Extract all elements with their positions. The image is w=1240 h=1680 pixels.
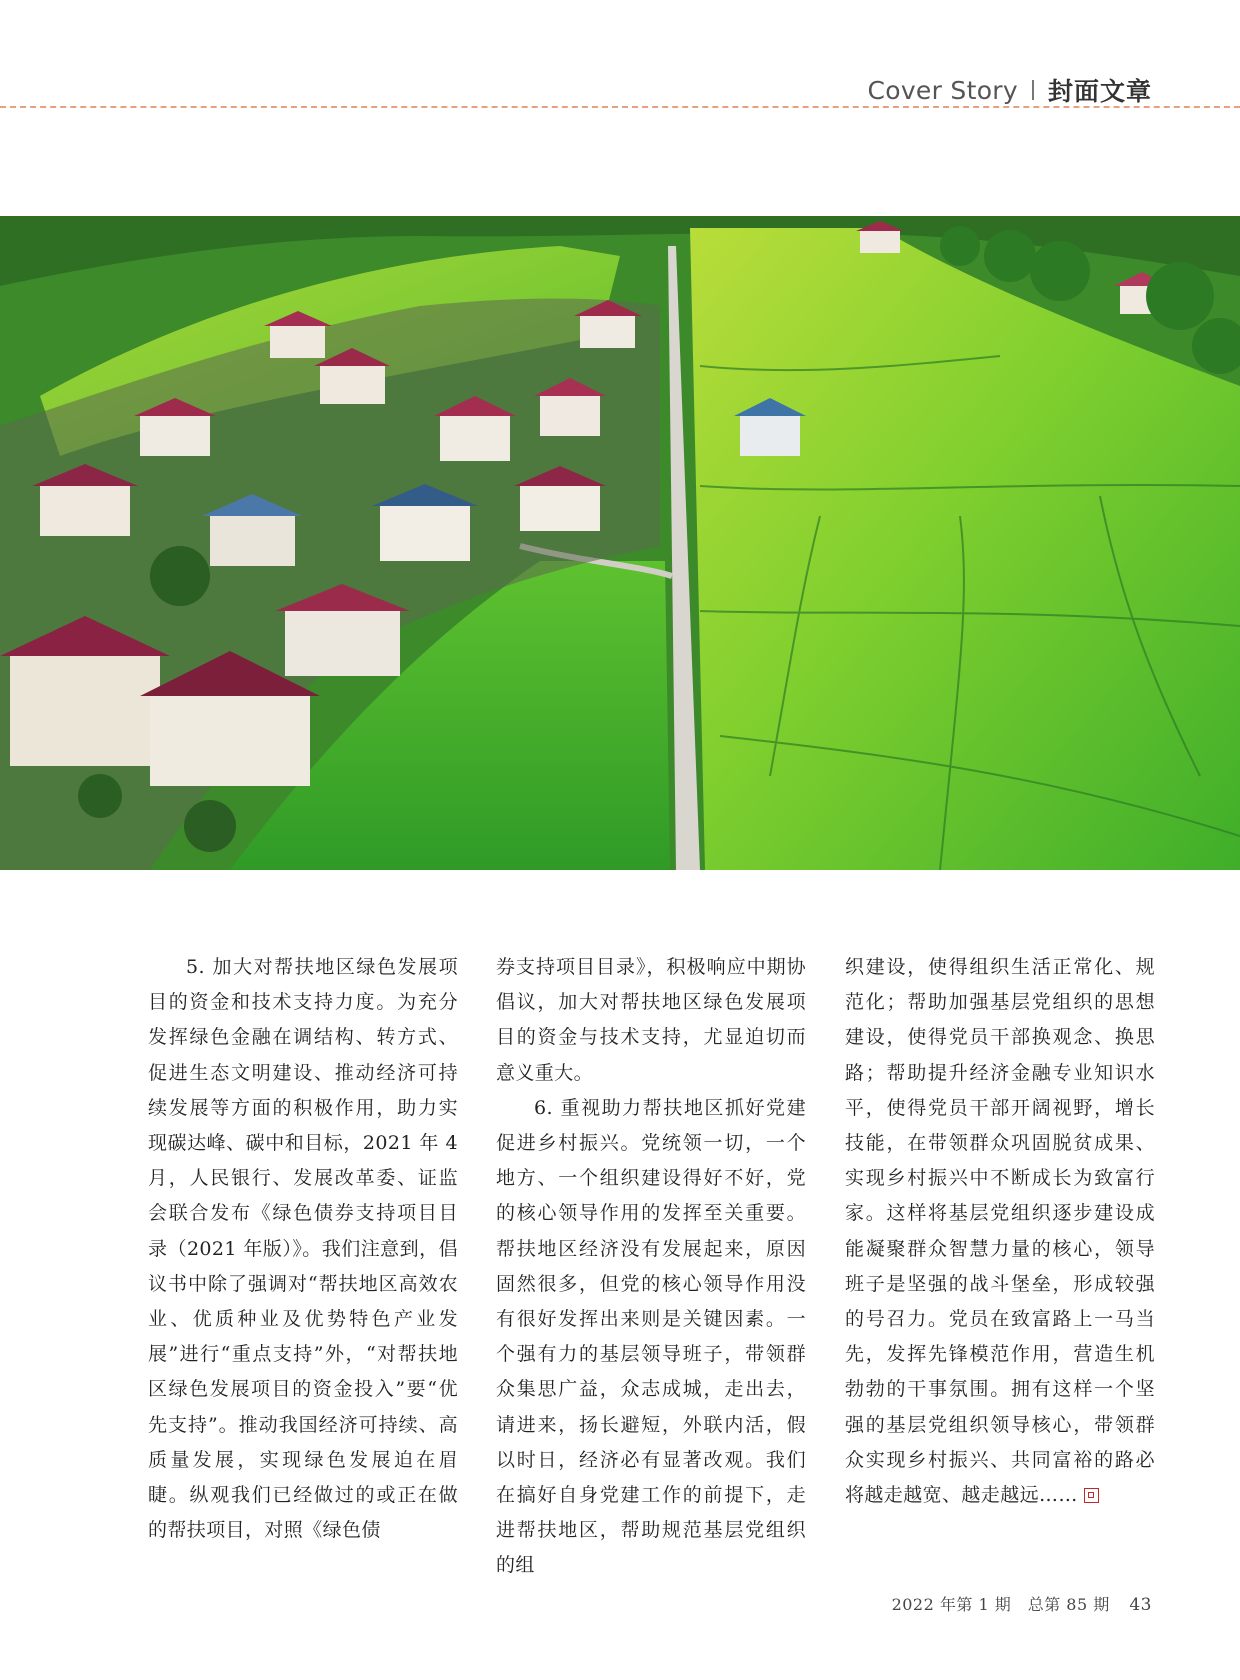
article-end-mark-icon bbox=[1084, 1488, 1099, 1503]
paragraph-6-continued bbox=[845, 950, 1155, 1513]
page-footer bbox=[892, 1592, 1152, 1615]
aerial-village-photo bbox=[0, 216, 1240, 870]
paragraph-5-continued: 券支持项目目录》，积极响应中期协倡议，加大对帮扶地区绿色发展项目的资金与技术支持，尤显迫切而意义重大。 bbox=[496, 956, 806, 1084]
paragraph-6: 6. 重视助力帮扶地区抓好党建促进乡村振兴。党统领一切，一个地方、一个组织建设得好不好，党的核心领导作用的发挥至关重要。帮扶地区经济没有发展起来，原因固然很多，但党的核心领导作用没有很好发挥出来则是关键因素。一个强有力的基层领导班子，带领群众集思广益，众志成城，走出去，请进来，扬长避短，外联内活，假以时日，经济必有显著改观。我们在搞好自身党建工作的前提下，走进帮扶地区，帮助规范基层党组织的组 bbox=[496, 1096, 806, 1577]
article-column-3 bbox=[845, 950, 1155, 1513]
issue-info: 2022 年第 1 期 总第 85 期 bbox=[891, 1595, 1110, 1614]
article-column-1 bbox=[148, 950, 458, 1548]
header-divider bbox=[1032, 80, 1034, 100]
paragraph-6-continued-text: 织建设，使得组织生活正常化、规范化；帮助加强基层党组织的思想建设，使得党员干部换观念、换思路；帮助提升经济金融专业知识水平，使得党员干部开阔视野，增长技能，在带领群众巩固脱贫成果、实现乡村振兴中不断成长为致富行家。这样将基层党组织逐步建设成能凝聚群众智慧力量的核心，领导班子是坚强的战斗堡垒，形成较强的号召力。党员在致富路上一马当先，发挥先锋模范作用，营造生机勃勃的干事氛围。拥有这样一个坚强的基层党组织领导核心，带领群众实现乡村振兴、共同富裕的路必将越走越宽、越走越远…… bbox=[845, 956, 1155, 1507]
header-dashed-rule bbox=[0, 106, 1240, 108]
page-number: 43 bbox=[1129, 1595, 1152, 1615]
section-header bbox=[867, 70, 1152, 110]
section-title-en: Cover Story bbox=[867, 75, 1018, 105]
section-title-cn: 封面文章 bbox=[1047, 77, 1152, 106]
paragraph-5: 5. 加大对帮扶地区绿色发展项目的资金和技术支持力度。为充分发挥绿色金融在调结构、转方式、促进生态文明建设、推动经济可持续发展等方面的积极作用，助力实现碳达峰、碳中和目标，2021 年 4 月，人民银行、发展改革委、证监会联合发布《绿色债券支持项目目录（2021 年版）》。我们注意到，倡议书中除了强调对“帮扶地区高效农业、优质种业及优势特色产业发展”进行“重点支持”外，“对帮扶地区绿色发展项目的资金投入”要“优先支持”。推动我国经济可持续、高质量发展，实现绿色发展迫在眉睫。纵观我们已经做过的或正在做的帮扶项目，对照《绿色债 bbox=[148, 956, 458, 1542]
article-column-2 bbox=[496, 950, 806, 1584]
